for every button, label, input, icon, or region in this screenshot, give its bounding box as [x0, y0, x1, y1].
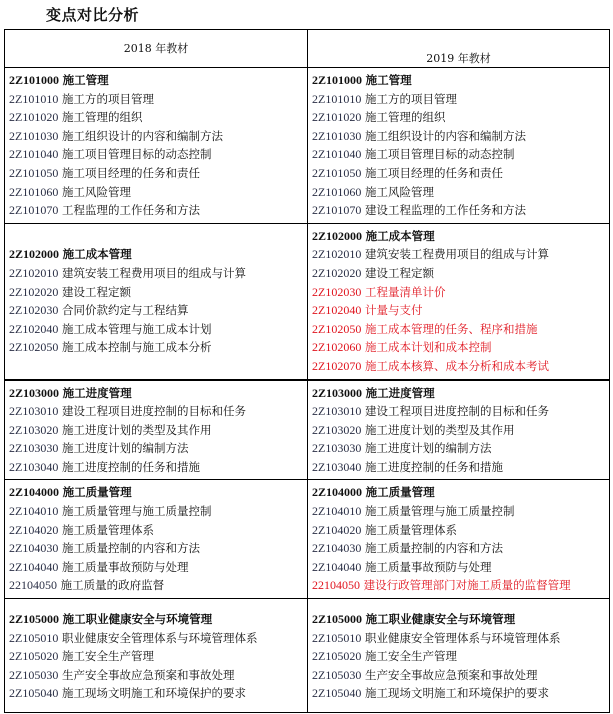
section-cell-2018: [5, 381, 308, 480]
list-item: 2Z104020 施工质量管理体系: [9, 522, 154, 537]
list-item: 2Z102020 建设工程定额: [9, 284, 131, 299]
list-item: 2Z103040 施工进度控制的任务和措施: [9, 459, 200, 474]
list-item: 2Z102020 建设工程定额: [312, 265, 434, 280]
list-item: 2Z103010 建设工程项目进度控制的目标和任务: [312, 404, 549, 419]
page-title: 变点对比分析: [46, 6, 140, 24]
list-item: 2Z105030 生产安全事故应急预案和事故处理: [312, 667, 538, 682]
list-item: 2Z103030 施工进度计划的编制方法: [9, 441, 189, 456]
list-item: 2Z103020 施工进度计划的类型及其作用: [9, 422, 212, 437]
list-item: 2Z101040 施工项目管理目标的动态控制: [312, 147, 515, 162]
list-item: 2Z104030 施工质量控制的内容和方法: [312, 541, 503, 556]
list-item: 22104050 施工质量的政府监督: [9, 578, 165, 593]
changed-item: 22104050 建设行政管理部门对施工质量的监督管理: [312, 578, 571, 593]
section-cell-2018: [5, 224, 308, 379]
list-item: 2Z101040 施工项目管理目标的动态控制: [9, 147, 212, 162]
section-heading: 2Z105000 施工职业健康安全与环境管理: [9, 612, 213, 627]
changed-item: 2Z102050 施工成本管理的任务、程序和措施: [312, 321, 538, 336]
section-heading: 2Z102000 施工成本管理: [312, 228, 435, 243]
section-cell-2019: [308, 480, 609, 598]
changed-item: 2Z102030 工程量清单计价: [312, 284, 446, 299]
list-item: 2Z101060 施工风险管理: [312, 184, 434, 199]
section-row-2z104000: [5, 479, 609, 598]
section-heading: 2Z101000 施工管理: [312, 73, 412, 87]
comparison-table: [4, 29, 610, 713]
list-item: 2Z104010 施工质量管理与施工质量控制: [9, 504, 212, 519]
list-item: 2Z105040 施工现场文明施工和环境保护的要求: [312, 686, 549, 701]
list-item: 2Z102030 合同价款约定与工程结算: [9, 303, 189, 318]
list-item: 2Z103030 施工进度计划的编制方法: [312, 441, 492, 456]
list-item: 2Z102040 施工成本管理与施工成本计划: [9, 321, 212, 336]
list-item: 2Z103020 施工进度计划的类型及其作用: [312, 422, 515, 437]
section-heading: 2Z103000 施工进度管理: [312, 385, 435, 400]
section-heading: 2Z105000 施工职业健康安全与环境管理: [312, 612, 516, 627]
list-item: 2Z101070 建设工程监理的工作任务和方法: [312, 203, 526, 218]
section-heading: 2Z104000 施工质量管理: [9, 485, 132, 500]
section-row-2z103000: [5, 379, 609, 480]
list-item: 2Z103010 建设工程项目进度控制的目标和任务: [9, 404, 246, 419]
list-item: 2Z101020 施工管理的组织: [9, 110, 143, 125]
changed-item: 2Z102060 施工成本计划和成本控制: [312, 340, 492, 355]
list-item: 2Z101020 施工管理的组织: [312, 110, 446, 125]
list-item: 2Z101050 施工项目经理的任务和责任: [9, 165, 200, 180]
list-item: 2Z104020 施工质量管理体系: [312, 522, 457, 537]
changed-item: 2Z102070 施工成本核算、成本分析和成本考试: [312, 358, 549, 373]
list-item: 2Z101010 施工方的项目管理: [9, 91, 154, 106]
list-item: 2Z104030 施工质量控制的内容和方法: [9, 541, 200, 556]
changed-item: 2Z102040 计量与支付: [312, 303, 423, 318]
list-item: 2Z104040 施工质量事故预防与处理: [9, 559, 189, 574]
header-2019: 2019 年教材: [426, 52, 491, 65]
list-item: 2Z101070 工程监理的工作任务和方法: [9, 203, 200, 218]
list-item: 2Z102010 建筑安装工程费用项目的组成与计算: [312, 247, 549, 262]
list-item: 2Z101010 施工方的项目管理: [312, 91, 457, 106]
section-cell-2018: [5, 68, 308, 223]
list-item: 2Z102010 建筑安装工程费用项目的组成与计算: [9, 265, 246, 280]
list-item: 2Z101030 施工组织设计的内容和编制方法: [312, 128, 526, 143]
list-item: 2Z101030 施工组织设计的内容和编制方法: [9, 128, 223, 143]
section-cell-2019: [308, 68, 609, 223]
section-heading: 2Z103000 施工进度管理: [9, 385, 132, 400]
section-cell-2019: [308, 599, 609, 712]
list-item: 2Z105010 职业健康安全管理体系与环境管理体系: [312, 630, 561, 645]
list-item: 2Z101050 施工项目经理的任务和责任: [312, 165, 503, 180]
header-2018: 2018 年教材: [5, 30, 308, 67]
section-row-2z105000: [5, 598, 609, 712]
list-item: 2Z101060 施工风险管理: [9, 184, 131, 199]
list-item: 2Z105040 施工现场文明施工和环境保护的要求: [9, 686, 246, 701]
section-row-2z102000: [5, 223, 609, 379]
section-cell-2018: [5, 599, 308, 712]
list-item: 2Z103040 施工进度控制的任务和措施: [312, 459, 503, 474]
list-item: 2Z105030 生产安全事故应急预案和事故处理: [9, 667, 235, 682]
section-heading: 2Z104000 施工质量管理: [312, 485, 435, 500]
section-cell-2018: [5, 480, 308, 598]
list-item: 2Z105020 施工安全生产管理: [312, 649, 457, 664]
section-heading: 2Z101000 施工管理: [9, 73, 109, 87]
section-row-2z101000: [5, 67, 609, 223]
list-item: 2Z104010 施工质量管理与施工质量控制: [312, 504, 515, 519]
section-cell-2019: [308, 224, 609, 379]
table-header-row: [5, 30, 609, 67]
section-heading: 2Z102000 施工成本管理: [9, 247, 132, 262]
list-item: 2Z105010 职业健康安全管理体系与环境管理体系: [9, 630, 258, 645]
list-item: 2Z104040 施工质量事故预防与处理: [312, 559, 492, 574]
list-item: 2Z102050 施工成本控制与施工成本分析: [9, 340, 212, 355]
list-item: 2Z105020 施工安全生产管理: [9, 649, 154, 664]
section-cell-2019: [308, 381, 609, 480]
